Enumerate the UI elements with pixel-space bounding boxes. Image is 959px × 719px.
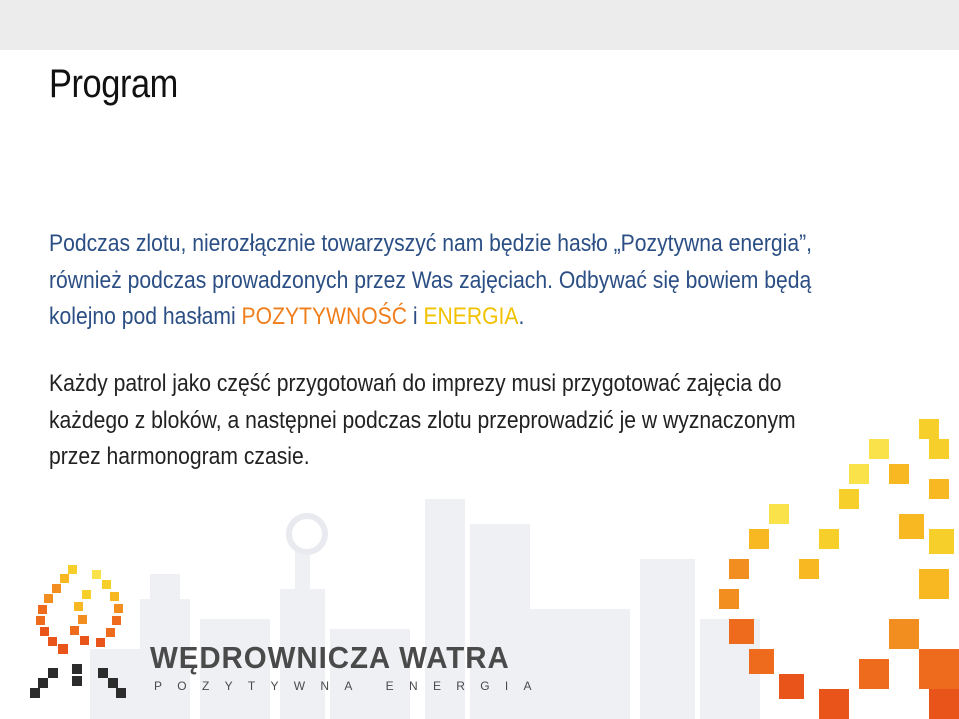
logo-title: WĘDROWNICZA WATRA xyxy=(150,640,510,675)
theme-energy: ENERGIA xyxy=(423,303,519,330)
slide-top-bar xyxy=(0,0,959,50)
logo-flame-icon xyxy=(30,560,130,700)
theme-positivity: POZYTYWNOŚĆ xyxy=(241,303,408,330)
paragraph-patrol-tasks: Każdy patrol jako część przygotowań do imprezy musi przygotować zajęcia do każdego z bloków, a następnei podczas zlotu przeprowadzić je w wyznaczonym przez harmonogram czasie. xyxy=(49,370,796,470)
paragraph-themes-lead: Podczas zlotu, nierozłącznie towarzyszyć nam będzie hasło „Pozytywna energia”, również podczas prowadzonych przez Was zajęciach. Odbywać się bowiem będą kolejno pod hasłami xyxy=(49,230,813,330)
paragraph-themes-tail: . xyxy=(518,303,525,330)
logo-subtitle: POZYTYWNA ENERGIA xyxy=(154,679,547,693)
paragraph-themes xyxy=(49,226,841,336)
slide-title: Program xyxy=(49,62,178,106)
paragraph-themes-connector: i xyxy=(407,303,424,330)
